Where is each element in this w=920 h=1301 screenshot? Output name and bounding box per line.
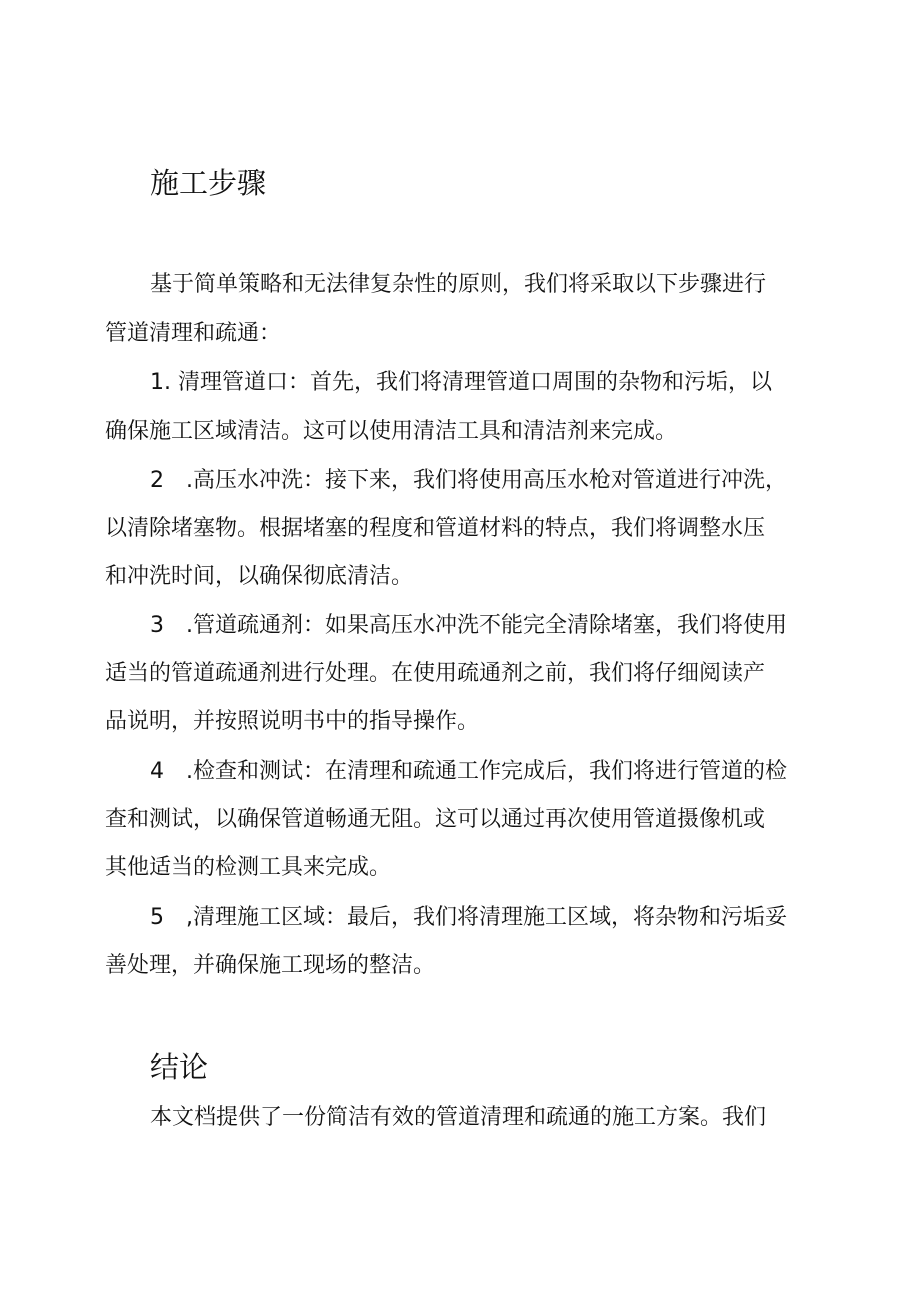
conclusion-paragraph-line-1: 本文档提供了一份简洁有效的管道清理和疏通的施工方案。我们 — [150, 1105, 767, 1130]
section-heading-construction-steps: 施工步骤 — [150, 166, 267, 200]
step-5-line-1: 5 ,清理施工区域：最后，我们将清理施工区域，将杂物和污垢妥 — [150, 905, 787, 930]
step-3-line-2: 适当的管道疏通剂进行处理。在使用疏通剂之前，我们将仔细阅读产 — [105, 661, 766, 686]
step-4-line-2: 查和测试，以确保管道畅通无阻。这可以通过再次使用管道摄像机或 — [105, 807, 766, 832]
step-2-line-2: 以清除堵塞物。根据堵塞的程度和管道材料的特点，我们将调整水压 — [105, 516, 766, 541]
step-1-line-2: 确保施工区域清洁。这可以使用清洁工具和清洁剂来完成。 — [105, 419, 678, 444]
intro-paragraph-line-2: 管道清理和疏通： — [105, 321, 282, 346]
step-4-line-1: 4 .检查和测试：在清理和疏通工作完成后，我们将进行管道的检 — [150, 759, 787, 784]
step-2-line-3: 和冲洗时间，以确保彻底清洁。 — [105, 564, 414, 589]
step-4-line-3: 其他适当的检测工具来完成。 — [105, 855, 392, 880]
section-heading-conclusion: 结论 — [150, 1050, 209, 1084]
step-3-line-1: 3 .管道疏通剂：如果高压水冲洗不能完全清除堵塞，我们将使用 — [150, 613, 787, 638]
step-2-line-1: 2 .高压水冲洗：接下来，我们将使用高压水枪对管道进行冲洗， — [150, 468, 787, 493]
step-5-line-2: 善处理，并确保施工现场的整洁。 — [105, 953, 436, 978]
step-1-line-1: 1. 清理管道口：首先，我们将清理管道口周围的杂物和污垢，以 — [150, 370, 772, 395]
intro-paragraph-line-1: 基于简单策略和无法律复杂性的原则，我们将采取以下步骤进行 — [150, 272, 767, 297]
step-3-line-3: 品说明，并按照说明书中的指导操作。 — [105, 709, 480, 734]
